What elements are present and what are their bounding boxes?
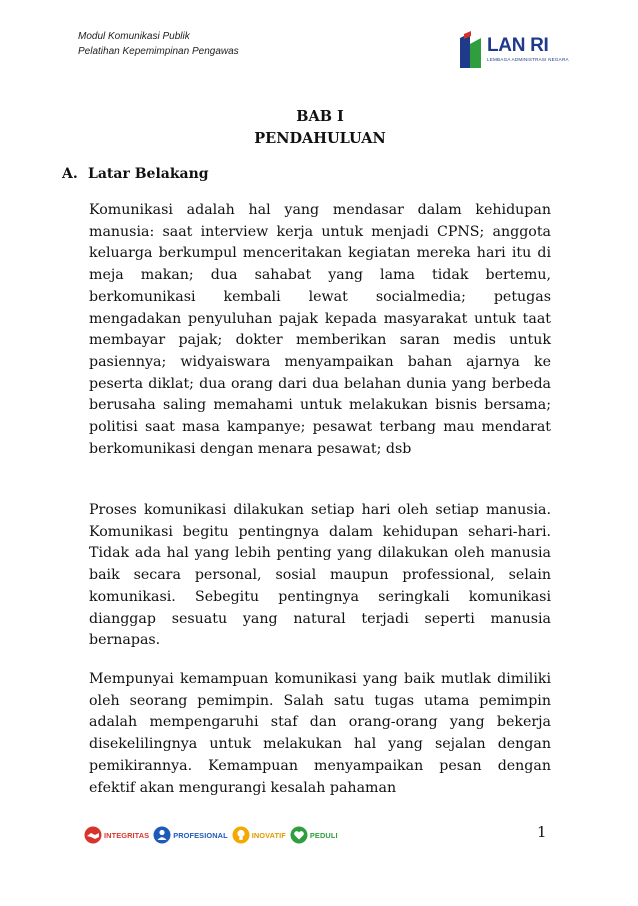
- value-integritas: [84, 826, 149, 844]
- value-label: INTEGRITAS: [104, 830, 150, 840]
- section-number: A.: [62, 166, 78, 182]
- value-inovatif: [232, 826, 286, 844]
- value-profesional: [153, 826, 227, 844]
- lightbulb-icon: [232, 826, 250, 844]
- person-icon: [153, 826, 171, 844]
- value-label: PROFESIONAL: [173, 830, 228, 840]
- chapter-number: BAB I: [296, 108, 344, 125]
- hands-heart-icon: [290, 826, 308, 844]
- logo-subtext: LEMBAGA ADMINISTRASI NEGARA: [487, 57, 569, 62]
- core-values-bar: [84, 822, 346, 848]
- body-paragraph-3: Mempunyai kemampuan komunikasi yang baik mutlak dimiliki oleh seorang pemimpin. Salah satu tugas utama pemimpin adalah mempengaruhi staf dan orang-orang yang bekerja disekelilingnya untuk melakukan hal yang sejalan dengan pemikirannya. Kemampuan menyampaikan pesan dengan efektif akan mengurangi kesalah pahaman: [89, 671, 551, 796]
- value-label: INOVATIF: [251, 830, 286, 840]
- lan-ri-emblem-icon: [457, 30, 485, 70]
- value-label: PEDULI: [309, 830, 338, 840]
- logo-wordmark: LAN RI: [487, 35, 549, 56]
- section-heading: [62, 166, 209, 182]
- section-title: Latar Belakang: [88, 166, 209, 182]
- page-number: 1: [537, 823, 547, 841]
- value-peduli: [290, 826, 338, 844]
- chapter-title: PENDAHULUAN: [254, 130, 386, 147]
- body-paragraph-1: Komunikasi adalah hal yang mendasar dalam kehidupan manusia: saat interview kerja untuk menjadi CPNS; anggota keluarga berkumpul menceritakan kegiatan mereka hari itu di meja makan; dua sahabat yang lama tidak bertemu, berkomunikasi kembali lewat socialmedia; petugas mengadakan penyuluhan pajak kepada masyarakat untuk taat membayar pajak; dokter memberikan saran medis untuk pasiennya; widyaiswara menyampaikan bahan ajarnya ke peserta diklat; dua orang dari dua belahan dunia yang berbeda berusaha saling memahami untuk melakukan bisnis bersama; politisi saat masa kampanye; pesawat terbang mau mendarat berkomunikasi dengan menara pesawat; dsb: [89, 202, 551, 457]
- header-module-title: Modul Komunikasi Publik: [78, 31, 190, 42]
- handshake-icon: [84, 826, 102, 844]
- body-paragraph-2: Proses komunikasi dilakukan setiap hari oleh setiap manusia. Komunikasi begitu pentingnya dalam kehidupan sehari-hari. Tidak ada hal yang lebih penting yang dilakukan oleh manusia baik secara personal, sosial maupun professional, selain komunikasi. Sebegitu pentingnya seringkali komunikasi dianggap sesuatu yang natural terjadi seperti manusia bernapas.: [89, 502, 551, 649]
- header-training-title: Pelatihan Kepemimpinan Pengawas: [78, 46, 239, 57]
- lan-ri-logo: [457, 30, 567, 72]
- running-header: [78, 29, 239, 59]
